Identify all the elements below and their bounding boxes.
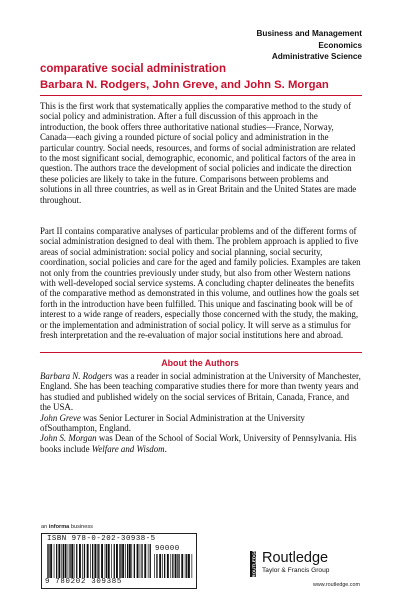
barcode-bar xyxy=(111,544,112,578)
author-name: Barbara N. Rodgers xyxy=(40,371,113,381)
author-bio-greve xyxy=(40,413,362,434)
barcode-bar xyxy=(114,544,115,578)
barcode-bar xyxy=(125,544,126,578)
description-paragraph-1 xyxy=(40,101,362,205)
informa-prefix: an xyxy=(41,524,49,530)
barcode-bar xyxy=(68,544,69,578)
barcode-bar xyxy=(185,554,186,578)
informa-brand: informa xyxy=(48,524,70,530)
price-code: 90000 xyxy=(155,545,180,553)
barcode-bar xyxy=(167,554,169,578)
barcode-bar xyxy=(120,544,121,578)
barcode-bar xyxy=(108,544,110,578)
book-title: comparative social administration xyxy=(40,63,226,75)
barcode-bar xyxy=(90,544,91,578)
barcode-bar xyxy=(101,544,103,578)
barcode-bar xyxy=(74,544,75,578)
barcode-bar xyxy=(181,554,183,578)
description-text: This is the first work that systematically applies the comparative method to the study of social policy and administration. After a full discussion of this approach in the introduction, the book offers three authoritative national studies—France, Norway, Canada—each giving a rounded picture of social policy and administration in the particular country. Social needs, resources, and forms of social administration are related to the most significant social, demographic, economic, and political factors of the area in question. The authors trace the development of social policies and indicate the direction these policies are likely to take in the future. Comparisons between problems and solutions in all three countries, as well as in Great Britain and the United States are made throughout. xyxy=(40,101,357,205)
isbn-text: ISBN 978-0-202-30938-5 xyxy=(47,535,156,543)
barcode-bar xyxy=(54,544,55,578)
barcode-bar xyxy=(48,544,49,578)
barcode-bar xyxy=(141,544,142,578)
barcode-bar xyxy=(148,544,149,578)
barcode-bar xyxy=(50,544,52,578)
routledge-logo-text xyxy=(250,551,256,577)
description-paragraph-2 xyxy=(40,226,362,340)
sentence-end: . xyxy=(164,443,167,454)
barcode-bar xyxy=(61,544,62,578)
barcode-bar xyxy=(186,554,187,578)
ean-number: 9 780202 309385 xyxy=(45,578,123,586)
barcode-bar xyxy=(164,554,165,578)
barcode-bar xyxy=(58,544,60,578)
barcode-bar xyxy=(162,554,163,578)
author-bio-rodgers xyxy=(40,371,362,413)
barcode-bar xyxy=(175,554,177,578)
barcode-bar xyxy=(82,544,83,578)
about-authors-section xyxy=(40,371,362,454)
barcode-bar xyxy=(94,544,96,578)
barcode-bar xyxy=(87,544,89,578)
author-bio-text: was Senior Lecturer in Social Administration at the University ofSouthampton, England. xyxy=(40,412,305,434)
barcode-bar xyxy=(63,544,64,578)
barcode-bar xyxy=(92,544,93,578)
author-bio-text: was a reader in social administration at the University of Manchester, England. She has been teaching comparative studies there for more than twenty years and has studied and published widely on the social services of Britain, Canada, France, and the USA. xyxy=(40,371,361,413)
barcode-bar xyxy=(76,544,77,578)
barcode-icon xyxy=(47,544,151,578)
barcode-bar xyxy=(156,554,157,578)
publisher-website: www.routledge.com xyxy=(312,582,360,588)
publisher-group: Taylor & Francis Group xyxy=(262,567,330,574)
book-authors: Barbara N. Rodgers, John Greve, and John S. Morgan xyxy=(40,79,329,91)
author-bio-morgan xyxy=(40,433,362,454)
barcode-bar xyxy=(150,544,151,578)
author-name: John Greve xyxy=(40,412,81,423)
divider-about xyxy=(40,352,362,353)
barcode-bar xyxy=(98,544,99,578)
addon-barcode-icon xyxy=(154,554,192,578)
barcode-bar xyxy=(105,544,106,578)
logo-vertical-text: ROUTLEDGE xyxy=(251,549,257,578)
barcode-bar xyxy=(144,544,146,578)
subject-category: Business and Management xyxy=(256,29,362,38)
barcode-bar xyxy=(69,544,70,578)
subject-category: Administrative Science xyxy=(271,52,362,61)
barcode-bar xyxy=(71,544,73,578)
book-reference: Welfare and Wisdom xyxy=(91,443,165,454)
barcode-bar xyxy=(140,544,141,578)
barcode-bar xyxy=(172,554,173,578)
divider-top xyxy=(40,95,362,96)
about-authors-heading: About the Authors xyxy=(161,358,239,368)
author-bio-text: was Dean of the School of Social Work, University of Pennsylvania. His books include xyxy=(40,433,357,454)
barcode-bar xyxy=(116,544,118,578)
barcode-bar xyxy=(127,544,128,578)
informa-suffix: business xyxy=(69,524,93,530)
barcode-bar xyxy=(119,544,120,578)
barcode-bar xyxy=(56,544,57,578)
barcode-bar xyxy=(170,554,171,578)
description-text: Part II contains comparative analyses of particular problems and of the different forms of social administration designed to deal with them. The problem approach is applied to five areas of social administration: social policy and social planning, social security, coordination, social policies and care for the aged and family policies. Examples are taken not only from the countries previously under study, but also from other Western nations with well-developed social service systems. A concluding chapter delineates the benefits of the comparative method as demonstrated in this volume, and outlines how the goals set forth in the introduction have been fulfilled. This unique and fascinating book will be of interest to a wide range of readers, especially those concerned with the study, the making, or the implementation and administration of social policy. It will serve as a stimulus for fresh interpretation and the re-evaluation of major social institutions here and abroad. xyxy=(40,226,361,341)
barcode-bar xyxy=(122,544,124,578)
barcode-bar xyxy=(134,544,135,578)
informa-business-mark xyxy=(41,524,93,530)
barcode-bar xyxy=(47,544,48,578)
barcode-bar xyxy=(192,554,193,578)
barcode-bar xyxy=(137,544,139,578)
barcode-bar xyxy=(188,554,190,578)
barcode-bar xyxy=(129,544,131,578)
barcode-bar xyxy=(97,544,98,578)
barcode-bar xyxy=(177,554,178,578)
barcode-bar xyxy=(84,544,85,578)
barcode-bar xyxy=(154,554,155,578)
subject-category: Economics xyxy=(318,40,362,50)
barcode-bar xyxy=(178,554,179,578)
subject-categories xyxy=(256,28,362,63)
barcode-bar xyxy=(65,544,67,578)
barcode-bar xyxy=(159,554,161,578)
author-name: John S. Morgan xyxy=(40,433,97,444)
barcode-bar xyxy=(131,544,132,578)
barcode-bar xyxy=(106,544,107,578)
publisher-name: Routledge xyxy=(262,550,329,566)
barcode-bar xyxy=(79,544,81,578)
